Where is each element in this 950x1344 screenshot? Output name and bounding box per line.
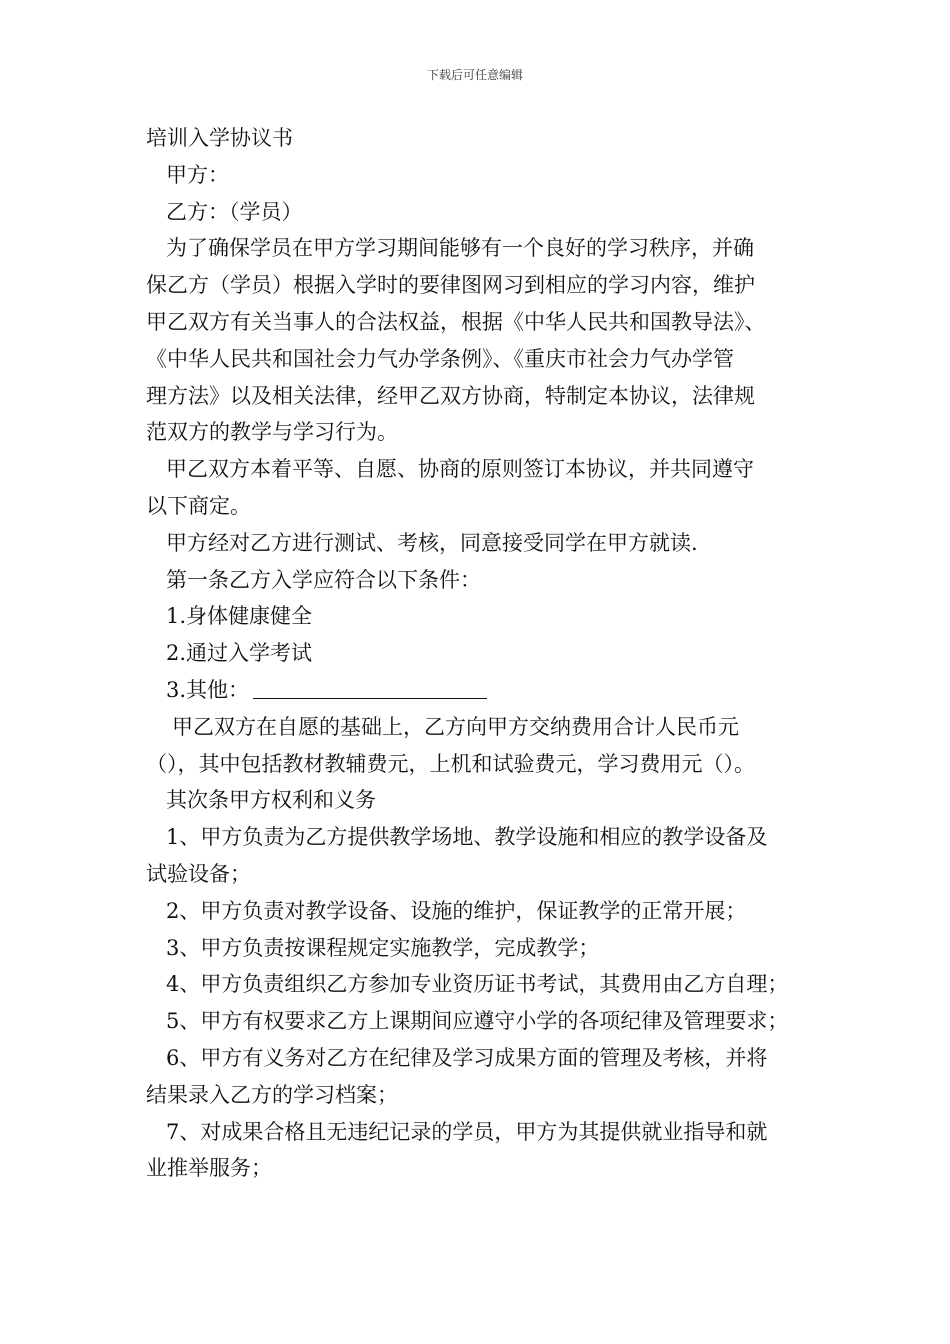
principle-line-1: 甲乙双方本着平等、自愿、协商的原则签订本协议，并共同遵守 <box>166 457 754 482</box>
intro-line-2: 保乙方（学员）根据入学时的要律图网习到相应的学习内容，维护 <box>146 273 755 298</box>
condition-3 <box>146 672 816 709</box>
duty-2: 2、甲方负责对教学设备、设施的维护，保证教学的正常开展； <box>166 898 747 923</box>
duty-6-line-1: 6、甲方有义务对乙方在纪律及学习成果方面的管理及考核，并将 <box>166 1045 768 1070</box>
duty-4: 4、甲方负责组织乙方参加专业资历证书考试，其费用由乙方自理； <box>166 972 789 997</box>
duty-1-line-2: 试验设备； <box>146 861 251 886</box>
fees-line-2: （），其中包括教材教辅费元，上机和试验费元，学习费用元（）。 <box>146 751 755 776</box>
test-line: 甲方经对乙方进行测试、考核，同意接受同学在甲方就读. <box>166 530 698 555</box>
header-note: 下载后可任意编辑 <box>426 68 523 82</box>
duty-5: 5、甲方有权要求乙方上课期间应遵守小学的各项纪律及管理要求； <box>166 1009 789 1034</box>
duty-7-line-1: 7、对成果合格且无违纪记录的学员，甲方为其提供就业指导和就 <box>166 1119 768 1144</box>
intro-line-4: 《中华人民共和国社会力气办学条例》、《重庆市社会力气办学管 <box>146 346 734 371</box>
duty-6-line-2: 结果录入乙方的学习档案； <box>146 1082 398 1107</box>
condition-2: 2.通过入学考试 <box>166 641 313 666</box>
duty-3: 3、甲方负责按课程规定实施教学，完成教学； <box>166 935 600 960</box>
principle-line-2: 以下商定。 <box>146 493 251 518</box>
fill-in-blank-line <box>253 676 487 699</box>
intro-line-3: 甲乙双方有关当事人的合法权益，根据《中华人民共和国教导法》、 <box>146 309 766 334</box>
intro-line-5: 理方法》以及相关法律，经甲乙双方协商，特制定本协议，法律规 <box>146 383 755 408</box>
condition-3-label: 3.其他： <box>166 677 250 702</box>
duty-1-line-1: 1、甲方负责为乙方提供教学场地、教学设施和相应的教学设备及 <box>166 825 768 850</box>
intro-line-6: 范双方的教学与学习行为。 <box>146 420 398 445</box>
document-body <box>146 120 816 1187</box>
article1-title: 第一条乙方入学应符合以下条件： <box>166 567 481 592</box>
party-a-line: 甲方： <box>166 162 229 187</box>
party-b-line: 乙方：（学员） <box>166 199 303 224</box>
fees-line-1: 甲乙双方在自愿的基础上，乙方向甲方交纳费用合计人民币元 <box>172 714 739 739</box>
document-title: 培训入学协议书 <box>146 126 293 150</box>
article2-title: 其次条甲方权利和义务 <box>166 788 376 813</box>
intro-line-1: 为了确保学员在甲方学习期间能够有一个良好的学习秩序，并确 <box>166 236 754 261</box>
condition-1: 1.身体健康健全 <box>166 604 313 629</box>
duty-7-line-2: 业推举服务； <box>146 1156 272 1181</box>
